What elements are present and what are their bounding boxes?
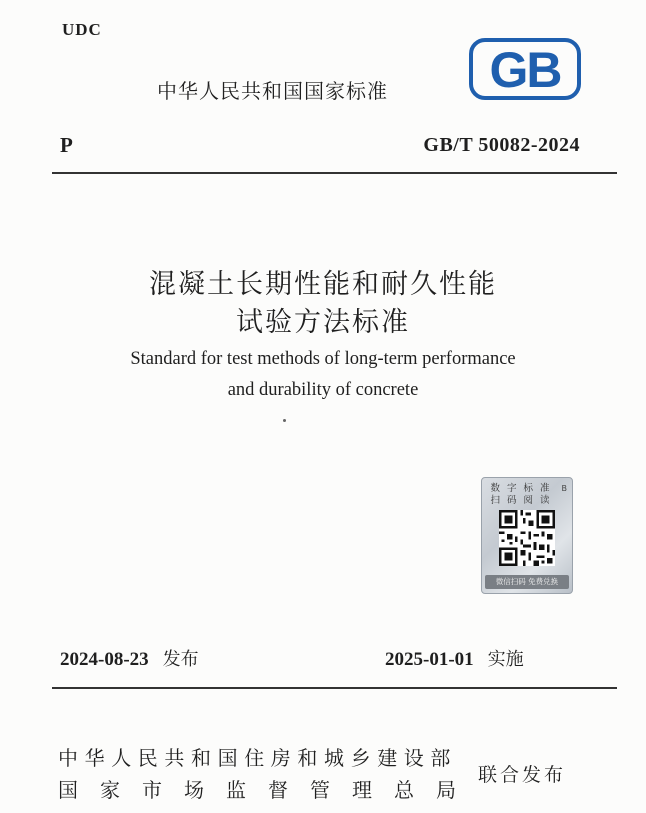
gb-logo-text: GB: [489, 42, 561, 98]
qr-code-icon[interactable]: [499, 510, 555, 566]
issue-date-block: [60, 645, 199, 671]
udc-label: UDC: [62, 20, 102, 39]
national-standard-heading: 中华人民共和国国家标准: [157, 79, 388, 103]
effective-date: 2025-01-01: [385, 649, 474, 670]
issuer-samr: 国家市场监督管理总局: [58, 778, 478, 802]
effective-date-block: [385, 645, 524, 671]
qr-sticker[interactable]: [481, 477, 573, 594]
qr-heading-line2: 扫 码 阅 读: [490, 495, 552, 506]
qr-heading-line1: 数 字 标 准: [490, 483, 552, 494]
speck: [283, 419, 286, 422]
title-zh-line1: 混凝土长期性能和耐久性能: [149, 269, 497, 300]
qr-tag: B: [561, 484, 567, 493]
issue-date: 2024-08-23: [60, 649, 149, 670]
title-en-line2: and durability of concrete: [227, 380, 419, 400]
footer-divider: [52, 687, 617, 689]
qr-heading: [490, 483, 552, 507]
standard-number: GB/T 50082-2024: [423, 134, 580, 156]
joint-issue-label: 联合发布: [478, 764, 567, 786]
header-divider: [52, 172, 617, 174]
issue-label: 发布: [162, 649, 199, 670]
title-zh-line2: 试验方法标准: [236, 307, 410, 338]
gb-logo: [469, 38, 581, 100]
effective-label: 实施: [487, 649, 524, 670]
title-en-line1: Standard for test methods of long-term performance: [130, 349, 516, 369]
qr-footer: 微信扫码 免费兑换: [485, 575, 569, 589]
category-code: P: [60, 133, 73, 157]
issuer-ministry: 中华人民共和国住房和城乡建设部: [58, 746, 457, 770]
